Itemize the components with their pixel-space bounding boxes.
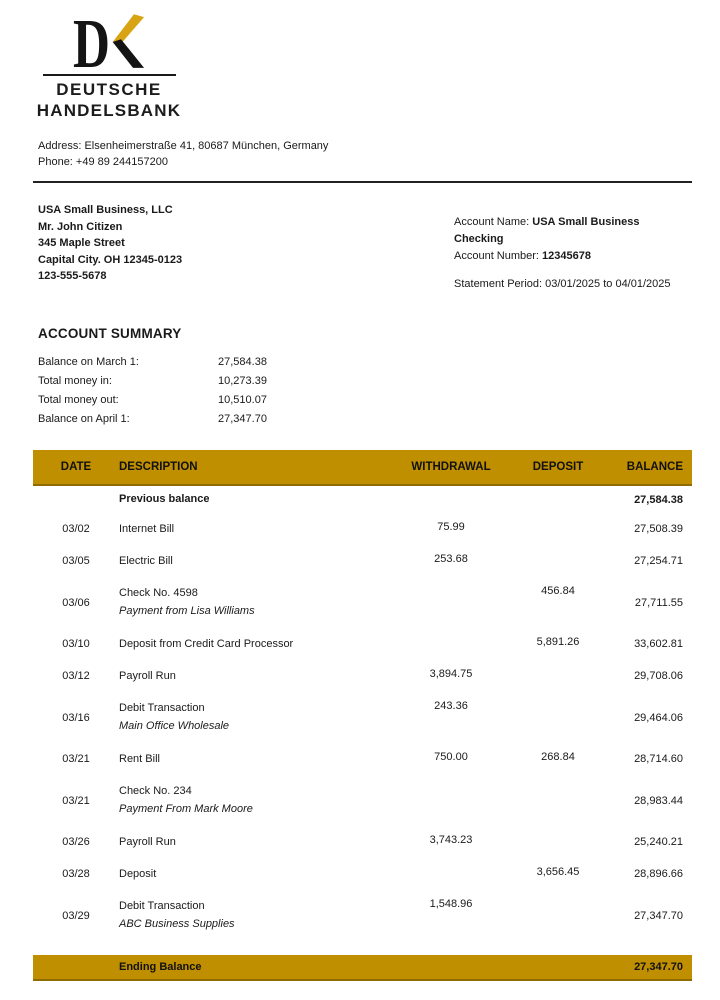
ending-balance-label: Ending Balance <box>119 961 202 973</box>
transaction-description <box>119 743 391 775</box>
transaction-date: 03/06 <box>62 596 90 609</box>
summary-value: 27,347.70 <box>218 413 267 425</box>
withdrawal-amount <box>391 628 511 636</box>
summary-label: Balance on April 1: <box>38 413 130 425</box>
transaction-description-text: Debit Transaction <box>119 702 205 714</box>
transaction-row <box>33 545 692 577</box>
bank-name-line1: DEUTSCHE <box>56 80 162 99</box>
account-info-block <box>454 202 692 293</box>
transaction-description-text: Rent Bill <box>119 753 160 765</box>
transaction-description <box>119 577 391 628</box>
transaction-description <box>119 826 391 858</box>
transaction-table-header <box>33 450 692 486</box>
deposit-amount <box>511 826 605 834</box>
bank-logo-dk-icon <box>73 13 145 71</box>
account-number-value: 12345678 <box>542 250 591 262</box>
transaction-date: 03/21 <box>62 794 90 807</box>
summary-label: Total money in: <box>38 375 112 387</box>
bank-name-line2: HANDELSBANK <box>36 101 182 120</box>
withdrawal-amount: 750.00 <box>434 751 468 763</box>
previous-balance-amount: 27,584.38 <box>634 493 683 506</box>
deposit-amount: 3,656.45 <box>536 866 580 878</box>
transaction-description-text: Check No. 234 <box>119 785 192 797</box>
summary-label: Balance on March 1: <box>38 356 139 368</box>
transaction-rows <box>33 513 692 941</box>
deposit-amount <box>511 890 605 898</box>
summary-value: 10,273.39 <box>218 375 267 387</box>
transaction-row <box>33 660 692 692</box>
statement-period-label: Statement Period: <box>454 278 546 290</box>
header-date: DATE <box>60 461 92 473</box>
deposit-amount: 456.84 <box>541 585 575 597</box>
account-name-line <box>454 214 692 248</box>
withdrawal-amount: 75.99 <box>437 521 465 533</box>
transaction-description-text: Deposit <box>119 868 157 880</box>
bank-contact-block <box>38 138 720 170</box>
transaction-description-text: Payroll Run <box>119 670 176 682</box>
deposit-amount <box>511 545 605 553</box>
transaction-row <box>33 628 692 660</box>
transaction-note: Payment From Mark Moore <box>119 803 253 815</box>
statement-info-section <box>38 202 692 293</box>
transaction-description <box>119 628 391 660</box>
bank-phone: Phone: +49 89 244157200 <box>38 156 168 168</box>
bank-address: Address: Elsenheimerstraße 41, 80687 München, Germany <box>38 140 329 152</box>
transaction-date: 03/16 <box>62 711 90 724</box>
summary-value: 27,584.38 <box>218 356 267 368</box>
withdrawal-amount: 3,743.23 <box>429 834 473 846</box>
transaction-description <box>119 775 391 826</box>
transaction-date: 03/28 <box>62 868 90 880</box>
balance-amount: 27,254.71 <box>634 555 683 567</box>
account-name-value: USA Small Business Checking <box>454 216 640 245</box>
transaction-row <box>33 890 692 941</box>
bank-logo-block <box>27 13 191 121</box>
withdrawal-amount <box>391 858 511 866</box>
account-name-label: Account Name: <box>454 216 533 228</box>
header-withdrawal: WITHDRAWAL <box>411 461 491 473</box>
transaction-description-text: Debit Transaction <box>119 900 205 912</box>
deposit-amount <box>511 775 605 783</box>
balance-amount: 33,602.81 <box>634 638 683 650</box>
summary-row <box>38 353 720 372</box>
balance-amount: 27,711.55 <box>634 596 683 609</box>
transaction-table <box>33 450 692 981</box>
statement-period-value: 03/01/2025 to 04/01/2025 <box>545 278 671 290</box>
transaction-note: ABC Business Supplies <box>119 918 235 930</box>
transaction-description-text: Internet Bill <box>119 523 175 535</box>
account-number-line <box>454 248 692 265</box>
account-summary-table <box>38 353 720 429</box>
header-divider <box>33 181 692 183</box>
summary-label: Total money out: <box>38 394 119 406</box>
transaction-note: Main Office Wholesale <box>119 720 230 732</box>
transaction-date: 03/29 <box>62 909 90 922</box>
transaction-date: 03/26 <box>62 836 90 848</box>
header-balance: BALANCE <box>626 461 683 473</box>
previous-balance-label: Previous balance <box>119 493 210 505</box>
header-description: DESCRIPTION <box>119 461 198 473</box>
svg-text:D: D <box>73 13 110 71</box>
header-deposit: DEPOSIT <box>532 461 584 473</box>
withdrawal-amount: 1,548.96 <box>429 898 473 910</box>
transaction-row <box>33 775 692 826</box>
transaction-description-text: Deposit from Credit Card Processor <box>119 638 294 650</box>
transaction-date: 03/21 <box>62 753 90 765</box>
summary-value: 10,510.07 <box>218 394 267 406</box>
summary-row <box>38 372 720 391</box>
account-number-label: Account Number: <box>454 250 543 262</box>
balance-amount: 25,240.21 <box>634 836 683 848</box>
deposit-amount <box>511 692 605 700</box>
transaction-description <box>119 545 391 577</box>
ending-balance-amount: 27,347.70 <box>634 961 683 973</box>
transaction-row <box>33 743 692 775</box>
customer-line: USA Small Business, LLC <box>38 204 173 216</box>
logo-underline <box>43 74 176 76</box>
transaction-date: 03/12 <box>62 670 90 682</box>
transaction-row <box>33 826 692 858</box>
withdrawal-amount <box>391 577 511 585</box>
deposit-amount: 268.84 <box>541 751 575 763</box>
account-summary-title: ACCOUNT SUMMARY <box>38 326 182 341</box>
deposit-amount <box>511 513 605 521</box>
ending-balance-row <box>33 955 692 981</box>
transaction-description <box>119 858 391 890</box>
balance-amount: 28,896.66 <box>634 868 683 880</box>
transaction-description-text: Payroll Run <box>119 836 176 848</box>
transaction-note: Payment from Lisa Williams <box>119 605 255 617</box>
transaction-description <box>119 890 391 941</box>
balance-amount: 29,708.06 <box>634 670 683 682</box>
customer-line: Mr. John Citizen <box>38 220 123 233</box>
deposit-amount: 5,891.26 <box>536 636 580 648</box>
transaction-description-text: Electric Bill <box>119 555 173 567</box>
customer-line: 345 Maple Street <box>38 237 125 249</box>
transaction-date: 03/10 <box>62 638 90 650</box>
withdrawal-amount <box>391 775 511 783</box>
balance-amount: 28,714.60 <box>634 753 683 765</box>
withdrawal-amount: 243.36 <box>434 700 468 712</box>
withdrawal-amount: 3,894.75 <box>429 668 473 680</box>
summary-row <box>38 391 720 410</box>
balance-amount: 27,508.39 <box>634 523 683 535</box>
balance-amount: 28,983.44 <box>634 794 683 807</box>
balance-amount: 29,464.06 <box>634 711 683 724</box>
previous-balance-row <box>33 486 692 513</box>
transaction-row <box>33 692 692 743</box>
transaction-date: 03/05 <box>62 555 90 567</box>
customer-address-block <box>38 202 182 293</box>
transaction-description <box>119 660 391 692</box>
deposit-amount <box>511 660 605 668</box>
withdrawal-amount: 253.68 <box>434 553 468 565</box>
summary-row <box>38 410 720 429</box>
balance-amount: 27,347.70 <box>634 909 683 922</box>
transaction-date: 03/02 <box>62 523 90 535</box>
transaction-row <box>33 577 692 628</box>
customer-line: 123-555-5678 <box>38 270 107 282</box>
customer-line: Capital City. OH 12345-0123 <box>38 253 183 266</box>
transaction-description-text: Check No. 4598 <box>119 587 198 599</box>
transaction-description <box>119 692 391 743</box>
transaction-row <box>33 858 692 890</box>
statement-period-line <box>454 276 692 293</box>
transaction-description <box>119 513 391 545</box>
transaction-row <box>33 513 692 545</box>
